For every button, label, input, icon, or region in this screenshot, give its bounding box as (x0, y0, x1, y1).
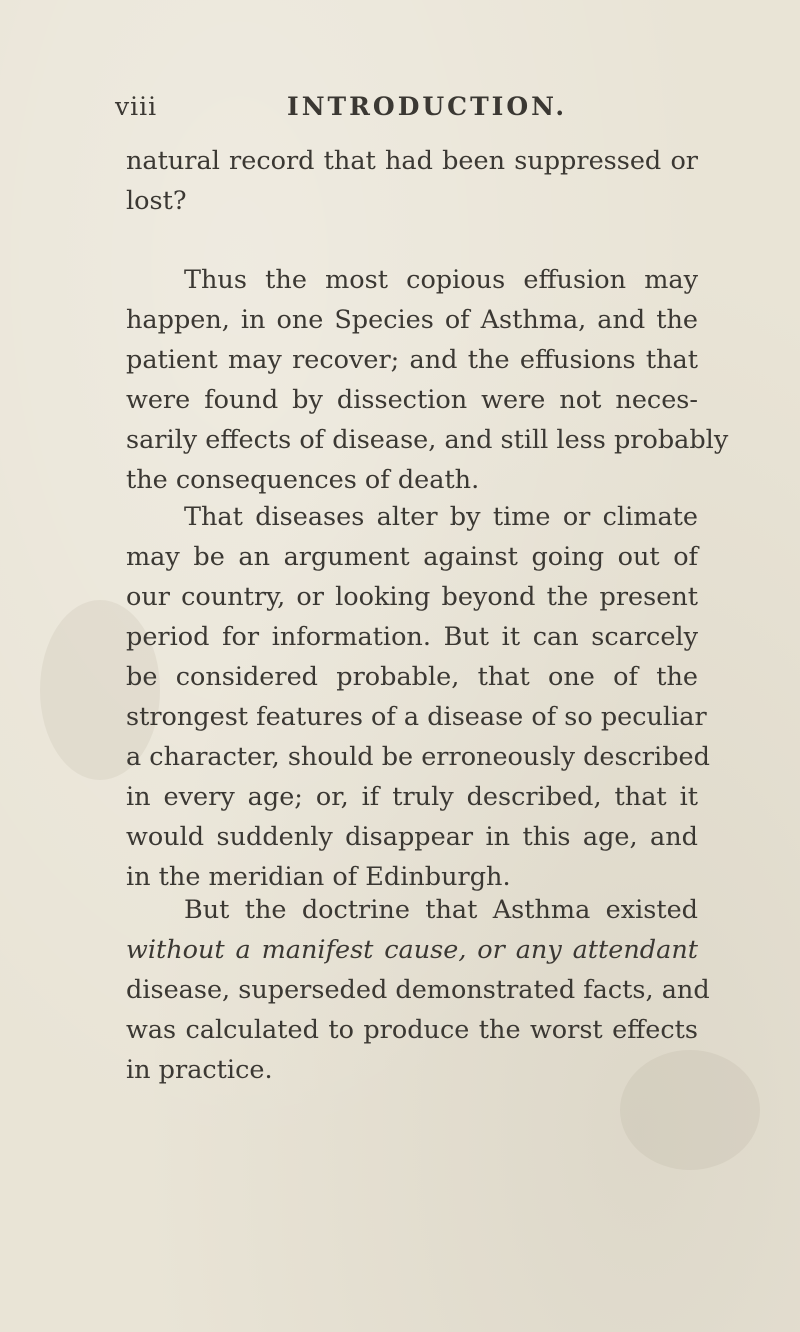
running-head (115, 92, 675, 132)
text-line: be considered probable, that one of the (126, 662, 698, 692)
text-line: the consequences of death. (126, 465, 480, 495)
paragraph-3 (126, 497, 710, 897)
text-line: lost? (126, 186, 187, 216)
text-line: That diseases alter by time or climate (184, 502, 698, 532)
paragraph-1 (126, 141, 698, 221)
text-line: period for information. But it can scarcely (126, 622, 698, 652)
text-line: in every age; or, if truly described, that it (126, 782, 698, 812)
text-line: was calculated to produce the worst effects (126, 1015, 698, 1045)
text-line: patient may recover; and the effusions that (126, 345, 698, 375)
text-line: disease, superseded demonstrated facts, and (126, 975, 710, 1005)
text-line: sarily effects of disease, and still less probably (126, 425, 729, 455)
text-line: without a manifest cause, or any attendant (126, 935, 698, 965)
text-line: natural record that had been suppressed or (126, 146, 698, 176)
text-line: our country, or looking beyond the present (126, 582, 698, 612)
text-line: strongest features of a disease of so peculiar (126, 702, 707, 732)
text-line: But the doctrine that Asthma existed (184, 895, 698, 925)
page-number: viii (115, 92, 158, 121)
text-line: Thus the most copious effusion may (184, 265, 698, 295)
text-line: were found by dissection were not neces- (126, 385, 698, 415)
text-line: may be an argument against going out of (126, 542, 698, 572)
text-line: in practice. (126, 1055, 273, 1085)
paragraph-4 (126, 890, 710, 1090)
paragraph-2 (126, 260, 729, 500)
running-head-title: INTRODUCTION. (287, 92, 568, 121)
text-line: a character, should be erroneously described (126, 742, 710, 772)
text-line: in the meridian of Edinburgh. (126, 862, 511, 892)
text-line: would suddenly disappear in this age, and (126, 822, 698, 852)
text-line: happen, in one Species of Asthma, and the (126, 305, 698, 335)
